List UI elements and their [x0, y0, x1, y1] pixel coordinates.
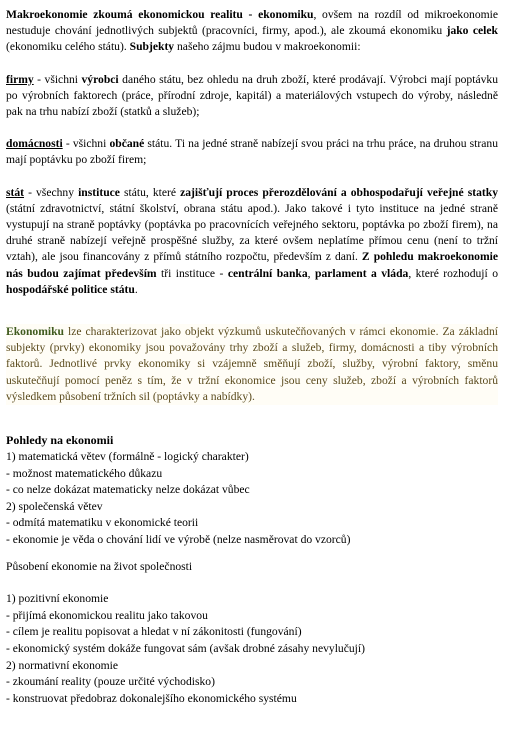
list-item: - co nelze dokázat matematicky nelze dokázat vůbec — [6, 483, 250, 497]
intro-text-3: našeho zájmu budou v makroekonomii: — [174, 40, 361, 54]
stat-text-3: (státní zdravotnictví, státní školství, obrana státu apod.). Jako takové i tyto instituce na jedné straně vystupují na straně poptávky (poptávka po pracovnících veřejného sektoru, poptávka po zboží firem), na druhé straně nabízejí veřejně prospěšné služby, za které ovšem neplatíme přímou cenu (není to tržní vztah), ale jsou financovány z přímů státního rozpočtu, především z daní. — [6, 201, 498, 264]
document-page — [6, 7, 498, 707]
pohledy-list — [6, 449, 498, 549]
list-item: 2) společenská větev — [6, 499, 103, 513]
firmy-text-2: daného státu, bez ohledu na druh zboží, které prodávají. Výrobci mají poptávku po výrobních faktorech (práce, přírodní zdroje, kapitál) a materiálových vstupech do výroby, následně pak na trhu nabízí zboží (statků a služeb); — [6, 72, 498, 119]
domacnosti-text-2: státu. Ti na jedné straně nabízejí svou práci na trhu práce, na druhou stranu mají poptávku po zboží firem; — [6, 137, 499, 167]
domacnosti-term: domácnosti — [6, 137, 63, 151]
intro-paragraph — [6, 7, 498, 56]
stat-bold-5: parlament a vláda — [315, 266, 409, 280]
list-item: 1) pozitivní ekonomie — [6, 592, 109, 606]
list-item: - přijímá ekonomickou realitu jako takovou — [6, 608, 208, 622]
list-item: - odmítá matematiku v ekonomické teorii — [6, 516, 199, 530]
list-item: - možnost matematického důkazu — [6, 466, 163, 480]
intro-bold-2: jako celek — [446, 24, 498, 38]
list-item: 1) matematická větev (formálně - logický charakter) — [6, 450, 249, 464]
list-item: 2) normativní ekonomie — [6, 658, 119, 672]
intro-bold-3: Subjekty — [129, 40, 175, 54]
domacnosti-text-1: - všichni — [62, 137, 110, 151]
firmy-text-1: - všichni — [33, 72, 82, 86]
list-item: - konstruovat předobraz dokonalejšího ekonomického systému — [6, 691, 297, 705]
pusobeni-heading: Působení ekonomie na život společnosti — [6, 559, 193, 573]
stat-bold-1: instituce — [78, 185, 120, 199]
firmy-bold-1: výrobci — [81, 72, 119, 86]
stat-text-2: státu, které — [119, 185, 181, 199]
list-item: - zkoumání reality (pouze určité východisko) — [6, 675, 215, 689]
stat-term: stát — [6, 185, 25, 199]
intro-bold-1: Makroekonomie zkoumá ekonomickou realitu - ekonomiku — [6, 8, 314, 21]
list-item: - cílem je realitu popisovat a hledat v ní zákonitosti (fungování) — [6, 625, 302, 639]
domacnosti-paragraph — [6, 136, 498, 168]
pohledy-heading: Pohledy na ekonomii — [6, 433, 114, 448]
stat-bold-2: zajišťují proces přerozdělování a obhospodařují veřejné statky — [180, 185, 498, 199]
stat-text-6: , které rozhodují o — [408, 266, 498, 280]
stat-bold-3: Z pohledu makroekonomie nás budou zajímat především — [6, 250, 498, 280]
pusobeni-list — [6, 591, 498, 707]
intro-text-2: (ekonomiku celého státu). — [6, 40, 130, 54]
stat-text-5: , — [307, 266, 316, 280]
ekonomiku-bold-1: Ekonomiku — [6, 325, 64, 339]
stat-bold-6: hospodářské politice státu — [6, 282, 135, 296]
ekonomiku-text-1: lze charakterizovat jako objekt výzkumů uskutečňovaných v rámci ekonomie. Za základní subjekty (prvky) ekonomiky jsou považovány trhy zboží a služeb, firmy, domácnosti a tiby výrobních faktorů. Jednotlivé prvky ekonomiky si vzájemně směňují zboží, služby, výrobní faktory, směnu uskutečňují pomocí peněz s tím, že v tržní ekonomice jsou ceny služeb, zboží a výrobních faktorů výsledkem působení tržních sil (poptávky a nabídky). — [6, 325, 498, 403]
domacnosti-bold-1: občané — [109, 137, 145, 151]
intro-text-1: , ovšem na rozdíl od mikroekonomie nestuduje chování jednotlivých subjektů (pracovníci, firmy, apod.), ale zkoumá ekonomiku — [6, 8, 498, 38]
stat-paragraph — [6, 185, 498, 298]
firmy-term: firmy — [6, 72, 34, 86]
stat-text-7: . — [134, 282, 138, 296]
ekonomiku-paragraph — [6, 324, 498, 405]
stat-text-1: - všechny — [24, 185, 79, 199]
stat-text-4: tři instituce - — [156, 266, 228, 280]
firmy-paragraph — [6, 72, 498, 121]
list-item: - ekonomie je věda o chování lidí ve výrobě (nelze nasměrovat do vzorců) — [6, 533, 351, 547]
list-item: - ekonomický systém dokáže fungovat sám (avšak drobné zásahy nevylučují) — [6, 642, 365, 655]
stat-bold-4: centrální banka — [227, 266, 308, 280]
